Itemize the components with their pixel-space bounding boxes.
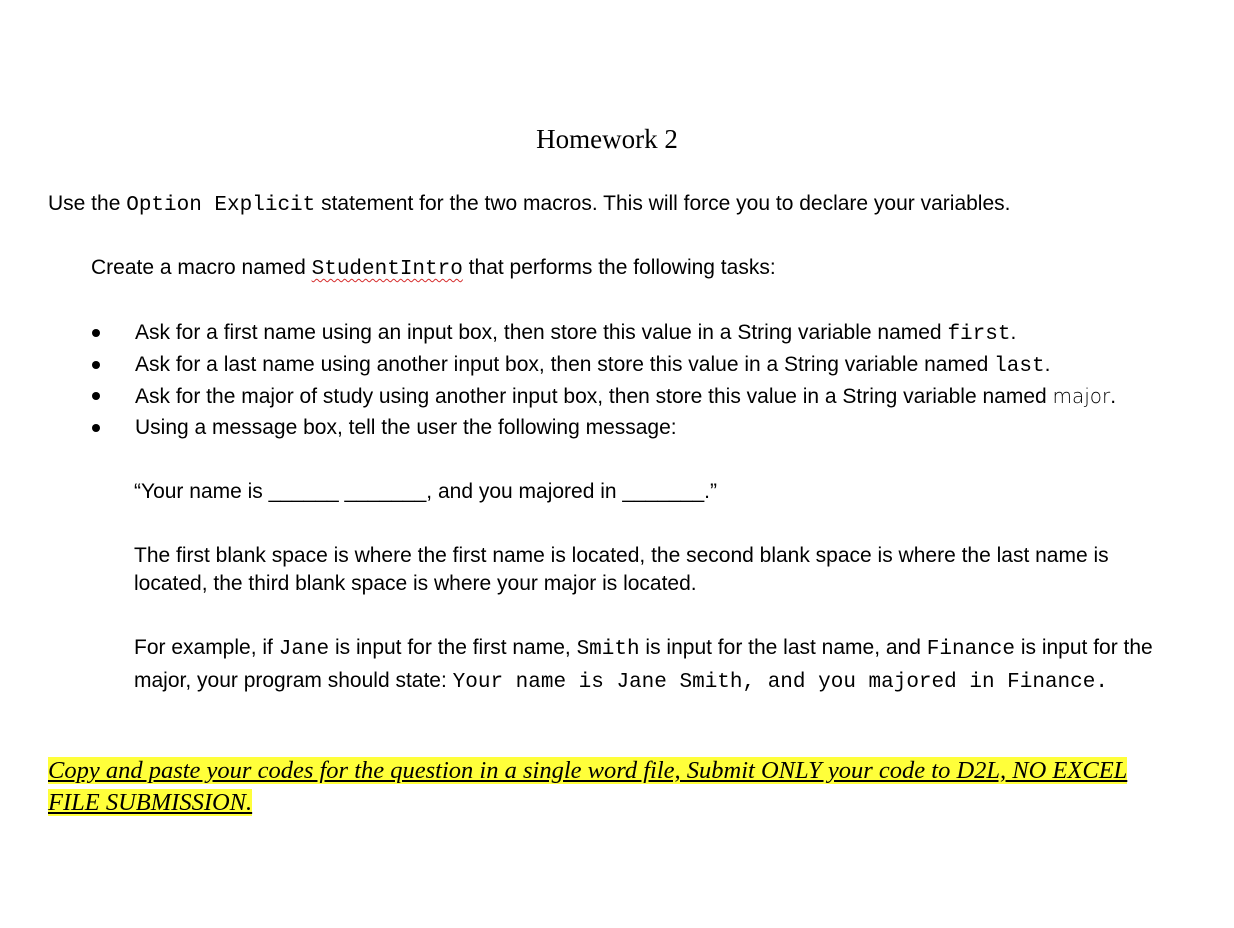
task-text: Ask for the major of study using another input box, then store this value in a String variable named xyxy=(135,385,1053,408)
macro-instruction xyxy=(91,254,776,284)
bullet-icon xyxy=(92,424,100,432)
create-prefix: Create a macro named xyxy=(91,256,312,279)
example-text: is input for the first name, xyxy=(329,636,577,659)
task-end: . xyxy=(1010,321,1017,344)
example-text: is input for the major, your program should state: xyxy=(134,636,1153,692)
example-text: is input for the last name, and xyxy=(639,636,927,659)
example-paragraph xyxy=(134,632,1154,698)
intro-prefix: Use the xyxy=(48,192,127,215)
create-suffix: that performs the following tasks: xyxy=(462,256,776,279)
task-text: Ask for a first name using an input box, then store this value in a String variable named xyxy=(135,321,948,344)
example-major-code: Finance xyxy=(926,638,1015,661)
example-output-code: Your name is Jane Smith, and you majored in Finance. xyxy=(452,671,1108,694)
explanation-paragraph: The first blank space is where the first name is located, the second blank space is where the last name is located, the third blank space is where your major is located. xyxy=(134,544,1109,595)
task-end: . xyxy=(1044,352,1051,376)
macro-name-code: StudentIntro xyxy=(311,258,463,281)
bullet-icon xyxy=(92,361,100,369)
task-variable-code: last xyxy=(994,354,1045,378)
bullet-icon xyxy=(92,392,100,400)
example-text: For example, if xyxy=(134,636,279,659)
highlighted-text: Copy and paste your codes for the question in a single word file, Submit ONLY your code to D2L, NO EXCEL FILE SUBMISSION. xyxy=(48,757,1128,816)
task-text: Ask for a last name using another input box, then store this value in a String variable named xyxy=(135,352,995,376)
task-variable-code: first xyxy=(947,323,1011,346)
example-last-name-code: Smith xyxy=(576,638,640,661)
task-end: . xyxy=(1110,385,1117,408)
intro-paragraph xyxy=(48,190,1011,220)
task-text: Using a message box, tell the user the following message: xyxy=(135,415,677,439)
option-explicit-code: Option Explicit xyxy=(126,194,316,217)
page-title: Homework 2 xyxy=(536,124,678,154)
intro-suffix: statement for the two macros. This will force you to declare your variables. xyxy=(315,192,1011,215)
task-variable-code: major xyxy=(1052,384,1111,408)
bullet-icon xyxy=(92,329,100,337)
example-first-name-code: Jane xyxy=(278,638,330,661)
message-template: “Your name is ______ _______, and you majored in _______.” xyxy=(134,480,717,503)
submission-instructions xyxy=(48,755,1148,819)
